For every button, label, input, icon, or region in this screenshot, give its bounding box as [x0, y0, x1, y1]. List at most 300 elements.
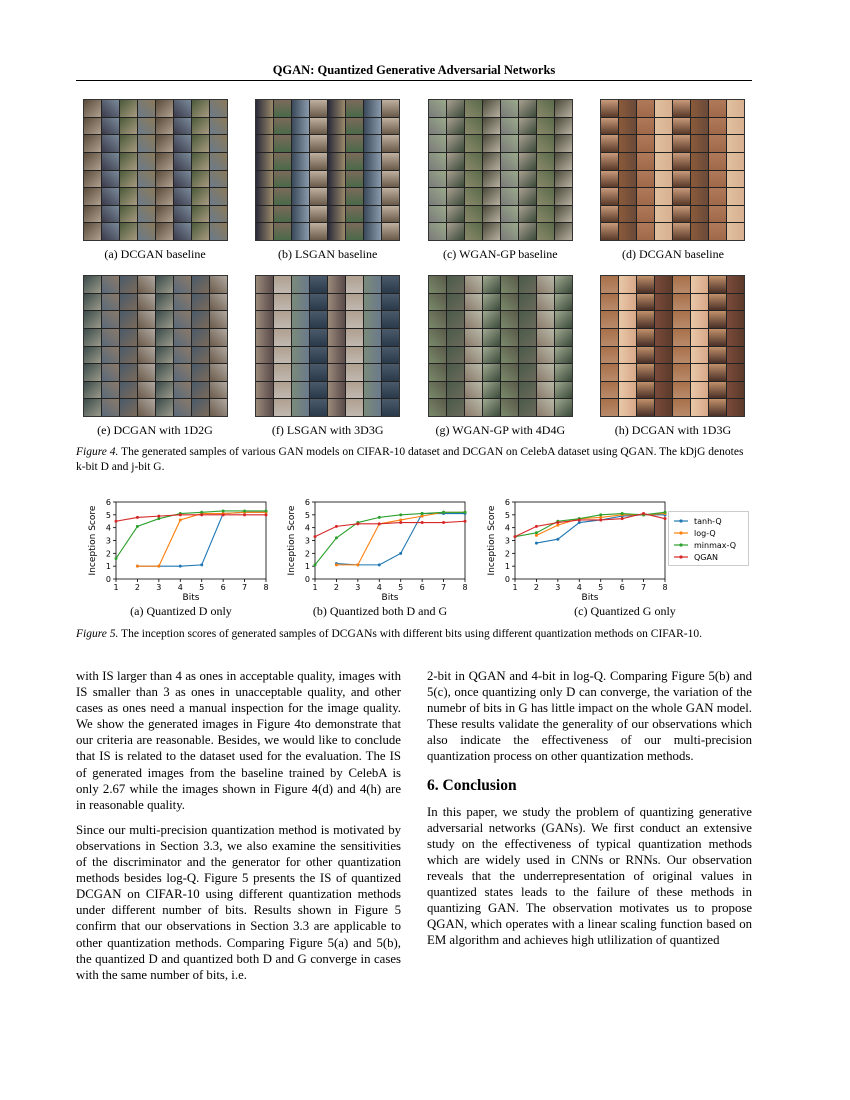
sample-tile — [727, 135, 744, 152]
sample-tile — [292, 223, 309, 240]
sample-tile — [673, 399, 690, 416]
sample-tile — [256, 206, 273, 223]
sample-tile — [537, 294, 554, 311]
sample-tile — [256, 100, 273, 117]
sample-tile — [292, 311, 309, 328]
y-tick-label: 3 — [304, 536, 310, 546]
sample-tile — [310, 188, 327, 205]
sample-tile — [274, 294, 291, 311]
chart-legend — [668, 511, 750, 567]
sample-tile — [673, 188, 690, 205]
sample-tile — [292, 399, 309, 416]
sample-tile — [637, 399, 654, 416]
sample-tile — [709, 188, 726, 205]
sample-tile — [328, 364, 345, 381]
sample-tile — [210, 223, 227, 240]
sample-tile — [174, 188, 191, 205]
sample-tile — [156, 364, 173, 381]
sample-tile — [274, 118, 291, 135]
sample-tile — [102, 329, 119, 346]
sample-tile — [447, 329, 464, 346]
sample-tile — [619, 276, 636, 293]
sample-tile — [138, 171, 155, 188]
sample-tile — [483, 294, 500, 311]
subcaption: (g) WGAN-GP with 4D4G — [435, 423, 566, 437]
sample-tile — [537, 347, 554, 364]
sample-tile — [156, 100, 173, 117]
sample-tile — [727, 223, 744, 240]
sample-tile — [256, 364, 273, 381]
legend-marker — [679, 531, 682, 534]
inception-chart-c — [485, 494, 670, 602]
sample-tile — [691, 347, 708, 364]
sample-tile — [156, 153, 173, 170]
sample-tile — [102, 206, 119, 223]
data-point-QGAN — [115, 520, 118, 523]
sample-tile — [727, 188, 744, 205]
sample-tile — [192, 153, 209, 170]
sample-tile — [465, 276, 482, 293]
sample-tile — [555, 223, 572, 240]
sample-tile — [637, 100, 654, 117]
sample-tile — [429, 382, 446, 399]
figure5-caption — [76, 627, 752, 642]
sample-tile — [429, 118, 446, 135]
section-heading: 6. Conclusion — [427, 776, 517, 794]
sample-tile — [102, 294, 119, 311]
sample-tile — [727, 153, 744, 170]
sample-tile — [637, 347, 654, 364]
sample-tile — [192, 188, 209, 205]
sample-tile — [691, 399, 708, 416]
sample-tile — [138, 135, 155, 152]
sample-tile — [382, 399, 399, 416]
sample-tile — [120, 206, 137, 223]
sample-tile — [429, 294, 446, 311]
sample-tile — [429, 206, 446, 223]
sample-tile — [637, 118, 654, 135]
sample-tile — [310, 171, 327, 188]
sample-tile — [364, 206, 381, 223]
sample-tile — [673, 311, 690, 328]
data-point-QGAN — [157, 515, 160, 518]
sample-tile — [601, 223, 618, 240]
data-point-QGAN — [642, 512, 645, 515]
sample-tile — [727, 399, 744, 416]
sample-tile — [691, 311, 708, 328]
sample-tile — [501, 100, 518, 117]
legend-marker — [679, 519, 682, 522]
sample-tile — [210, 100, 227, 117]
sample-tile — [709, 311, 726, 328]
y-tick-label: 5 — [105, 510, 111, 520]
sample-tile — [519, 223, 536, 240]
sample-tile — [274, 347, 291, 364]
data-point-minmax-Q — [399, 513, 402, 516]
sample-tile — [156, 382, 173, 399]
sample-tile — [274, 223, 291, 240]
sample-tile — [519, 171, 536, 188]
sample-tile — [727, 364, 744, 381]
sample-tile — [501, 382, 518, 399]
sample-tile — [673, 276, 690, 293]
sample-tile — [84, 294, 101, 311]
sample-tile — [447, 347, 464, 364]
sample-tile — [174, 399, 191, 416]
y-tick-label: 6 — [105, 498, 111, 507]
sample-tile — [364, 382, 381, 399]
figure4-caption — [76, 445, 752, 475]
sample-tile — [447, 100, 464, 117]
sample-tile — [156, 276, 173, 293]
data-point-minmax-Q — [265, 509, 268, 512]
sample-tile — [429, 135, 446, 152]
x-axis-label: Bits — [381, 593, 399, 602]
sample-tile — [429, 188, 446, 205]
sample-tile — [655, 347, 672, 364]
sample-tile — [102, 382, 119, 399]
sample-tile — [192, 118, 209, 135]
x-tick-label: 6 — [220, 583, 226, 592]
sample-tile — [655, 206, 672, 223]
sample-tile — [465, 223, 482, 240]
sample-tile — [84, 364, 101, 381]
sample-grid-image — [600, 275, 745, 417]
figure4-b — [249, 99, 407, 262]
sample-tile — [174, 153, 191, 170]
sample-tile — [274, 382, 291, 399]
chart-caption-b: (b) Quantized both D and G — [312, 604, 448, 618]
sample-tile — [727, 294, 744, 311]
sample-tile — [691, 100, 708, 117]
sample-tile — [483, 347, 500, 364]
sample-tile — [102, 364, 119, 381]
sample-tile — [192, 329, 209, 346]
sample-tile — [483, 135, 500, 152]
sample-tile — [727, 100, 744, 117]
data-point-minmax-Q — [200, 511, 203, 514]
sample-tile — [156, 171, 173, 188]
sample-tile — [619, 364, 636, 381]
sample-tile — [655, 188, 672, 205]
sample-tile — [84, 347, 101, 364]
data-point-QGAN — [442, 521, 445, 524]
sample-tile — [310, 382, 327, 399]
data-point-QGAN — [556, 521, 559, 524]
sample-tile — [274, 311, 291, 328]
subcaption: (c) WGAN-GP baseline — [442, 247, 558, 261]
sample-tile — [210, 329, 227, 346]
figure4-row1 — [76, 99, 752, 262]
data-point-minmax-Q — [243, 509, 246, 512]
y-tick-label: 3 — [504, 536, 510, 546]
chart-caption-c: (c) Quantized G only — [574, 604, 676, 618]
sample-tile — [210, 294, 227, 311]
figure4-f — [249, 275, 407, 438]
sample-tile — [637, 188, 654, 205]
sample-tile — [346, 206, 363, 223]
legend-label: QGAN — [694, 553, 718, 562]
sample-tile — [102, 153, 119, 170]
sample-tile — [619, 206, 636, 223]
sample-tile — [501, 118, 518, 135]
sample-tile — [709, 153, 726, 170]
sample-tile — [310, 206, 327, 223]
data-point-log-Q — [599, 516, 602, 519]
x-tick-label: 8 — [263, 583, 269, 592]
y-axis-label: Inception Score — [88, 505, 98, 576]
x-tick-label: 7 — [441, 583, 447, 592]
sample-tile — [637, 171, 654, 188]
x-tick-label: 8 — [662, 583, 668, 592]
data-point-tanh-Q — [578, 521, 581, 524]
data-point-log-Q — [179, 518, 182, 521]
data-point-log-Q — [335, 563, 338, 566]
sample-tile — [192, 347, 209, 364]
sample-tile — [292, 118, 309, 135]
sample-tile — [120, 311, 137, 328]
sample-tile — [447, 382, 464, 399]
data-point-minmax-Q — [378, 516, 381, 519]
sample-tile — [210, 188, 227, 205]
paragraph: Since our multi-precision quantization method is motivated by observations in Section 3.3, we also examine the sensitivities of the discriminator and the generator for other quantization methods besides log-Q. Figure 5 presents the IS of quantized DCGAN on CIFAR-10 using different quantization methods under different number of bits. Results shown in Figure 5 confirm that our observations in Section 3.3 are applicable to other quantization methods. Comparing Figure 5(a) and 5(b), the quantized D and quantized both D and G converge in cases with the same number of bits, i.e. — [76, 822, 401, 982]
sample-tile — [555, 153, 572, 170]
chart-b — [285, 494, 470, 607]
sample-tile — [619, 188, 636, 205]
sample-tile — [691, 223, 708, 240]
sample-tile — [138, 188, 155, 205]
sample-tile — [174, 276, 191, 293]
sample-tile — [465, 153, 482, 170]
sample-tile — [382, 382, 399, 399]
sample-tile — [673, 382, 690, 399]
paragraph: 2-bit in QGAN and 4-bit in log-Q. Comparing Figure 5(b) and 5(c), once quantizing only D can converge, the variation of the numebr of bits in G has little impact on the whole GAN model. These results validate the generality of our observations which also indicate the effectiveness of our multi-precision quantization process on other quantization methods. — [427, 669, 752, 764]
sample-tile — [483, 153, 500, 170]
sample-tile — [537, 188, 554, 205]
sample-tile — [429, 364, 446, 381]
sample-tile — [727, 347, 744, 364]
sample-tile — [256, 223, 273, 240]
sample-tile — [274, 188, 291, 205]
sample-tile — [174, 311, 191, 328]
y-tick-label: 0 — [304, 575, 310, 584]
sample-grid-image — [600, 99, 745, 241]
x-tick-label: 5 — [598, 583, 604, 592]
sample-tile — [601, 382, 618, 399]
sample-tile — [429, 223, 446, 240]
sample-tile — [102, 118, 119, 135]
sample-tile — [120, 135, 137, 152]
sample-tile — [601, 276, 618, 293]
sample-tile — [346, 118, 363, 135]
sample-tile — [346, 188, 363, 205]
x-tick-label: 1 — [113, 583, 119, 592]
sample-tile — [156, 206, 173, 223]
sample-tile — [102, 347, 119, 364]
sample-tile — [138, 276, 155, 293]
sample-tile — [673, 294, 690, 311]
sample-tile — [138, 382, 155, 399]
sample-tile — [364, 399, 381, 416]
figure4-e — [76, 275, 234, 438]
sample-tile — [192, 100, 209, 117]
sample-tile — [709, 171, 726, 188]
sample-tile — [138, 100, 155, 117]
sample-tile — [328, 100, 345, 117]
sample-tile — [382, 171, 399, 188]
data-point-tanh-Q — [200, 563, 203, 566]
figure4-d — [594, 99, 752, 262]
data-point-tanh-Q — [399, 552, 402, 555]
sample-tile — [709, 364, 726, 381]
sample-tile — [501, 153, 518, 170]
data-point-minmax-Q — [115, 557, 118, 560]
sample-tile — [673, 347, 690, 364]
sample-tile — [601, 153, 618, 170]
data-point-minmax-Q — [664, 511, 667, 514]
sample-tile — [364, 118, 381, 135]
sample-tile — [310, 347, 327, 364]
data-point-QGAN — [314, 535, 317, 538]
sample-tile — [429, 329, 446, 346]
sample-tile — [727, 311, 744, 328]
x-tick-label: 5 — [199, 583, 205, 592]
sample-tile — [429, 311, 446, 328]
sample-tile — [120, 153, 137, 170]
sample-tile — [156, 188, 173, 205]
inception-chart-b — [285, 494, 470, 602]
sample-tile — [555, 188, 572, 205]
sample-tile — [537, 223, 554, 240]
data-point-tanh-Q — [179, 565, 182, 568]
sample-tile — [210, 311, 227, 328]
sample-tile — [346, 223, 363, 240]
sample-tile — [637, 135, 654, 152]
sample-tile — [519, 118, 536, 135]
sample-tile — [537, 171, 554, 188]
sample-tile — [120, 364, 137, 381]
sample-grid-image — [428, 275, 573, 417]
sample-grid-image — [255, 99, 400, 241]
sample-tile — [382, 100, 399, 117]
x-tick-label: 7 — [641, 583, 647, 592]
sample-tile — [601, 100, 618, 117]
x-tick-label: 2 — [134, 583, 140, 592]
sample-tile — [120, 382, 137, 399]
sample-tile — [192, 135, 209, 152]
x-tick-label: 6 — [419, 583, 425, 592]
x-tick-label: 6 — [619, 583, 625, 592]
y-tick-label: 5 — [504, 510, 510, 520]
sample-tile — [292, 294, 309, 311]
sample-tile — [601, 329, 618, 346]
series-line-tanh-Q — [137, 512, 266, 566]
x-tick-label: 3 — [355, 583, 361, 592]
sample-tile — [174, 364, 191, 381]
sample-tile — [364, 135, 381, 152]
sample-tile — [483, 223, 500, 240]
sample-tile — [555, 364, 572, 381]
sample-tile — [673, 171, 690, 188]
sample-tile — [274, 399, 291, 416]
sample-tile — [619, 347, 636, 364]
sample-tile — [519, 153, 536, 170]
y-tick-label: 2 — [504, 549, 510, 559]
sample-tile — [447, 118, 464, 135]
sample-tile — [310, 100, 327, 117]
sample-tile — [447, 311, 464, 328]
sample-tile — [465, 364, 482, 381]
y-tick-label: 0 — [105, 575, 111, 584]
sample-grid-image — [83, 275, 228, 417]
data-point-tanh-Q — [378, 563, 381, 566]
sample-tile — [501, 188, 518, 205]
chart-c — [485, 494, 670, 607]
sample-tile — [483, 171, 500, 188]
data-point-log-Q — [421, 515, 424, 518]
x-tick-label: 5 — [398, 583, 404, 592]
sample-tile — [483, 364, 500, 381]
sample-tile — [138, 399, 155, 416]
subcaption: (e) DCGAN with 1D2G — [97, 423, 213, 437]
sample-tile — [501, 171, 518, 188]
sample-tile — [364, 153, 381, 170]
sample-tile — [465, 294, 482, 311]
sample-tile — [120, 329, 137, 346]
sample-tile — [537, 153, 554, 170]
caption-text: The inception scores of generated samples of DCGANs with different bits using different quantization methods on CIFAR-10. — [118, 628, 702, 640]
sample-tile — [210, 206, 227, 223]
sample-tile — [382, 347, 399, 364]
sample-tile — [483, 206, 500, 223]
y-tick-label: 4 — [304, 523, 310, 533]
sample-tile — [619, 118, 636, 135]
sample-tile — [102, 171, 119, 188]
figure4-c — [421, 99, 579, 262]
sample-tile — [328, 329, 345, 346]
sample-tile — [691, 294, 708, 311]
sample-tile — [673, 364, 690, 381]
sample-tile — [709, 382, 726, 399]
sample-tile — [691, 382, 708, 399]
sample-tile — [328, 206, 345, 223]
sample-tile — [256, 311, 273, 328]
sample-tile — [555, 329, 572, 346]
sample-tile — [346, 135, 363, 152]
sample-tile — [637, 382, 654, 399]
sample-tile — [601, 399, 618, 416]
sample-tile — [310, 311, 327, 328]
sample-tile — [727, 276, 744, 293]
sample-tile — [292, 171, 309, 188]
data-point-QGAN — [265, 513, 268, 516]
sample-tile — [382, 153, 399, 170]
caption-text: The generated samples of various GAN models on CIFAR-10 dataset and DCGAN on CelebA dataset using QGAN. The kDjG denotes k-bit D and j-bit G. — [76, 446, 744, 473]
sample-tile — [519, 100, 536, 117]
sample-tile — [447, 135, 464, 152]
sample-tile — [537, 206, 554, 223]
sample-tile — [346, 100, 363, 117]
sample-tile — [483, 399, 500, 416]
data-point-QGAN — [514, 535, 517, 538]
sample-tile — [637, 153, 654, 170]
sample-tile — [364, 364, 381, 381]
sample-tile — [292, 276, 309, 293]
sample-tile — [382, 311, 399, 328]
sample-tile — [84, 100, 101, 117]
sample-tile — [120, 347, 137, 364]
sample-tile — [256, 118, 273, 135]
